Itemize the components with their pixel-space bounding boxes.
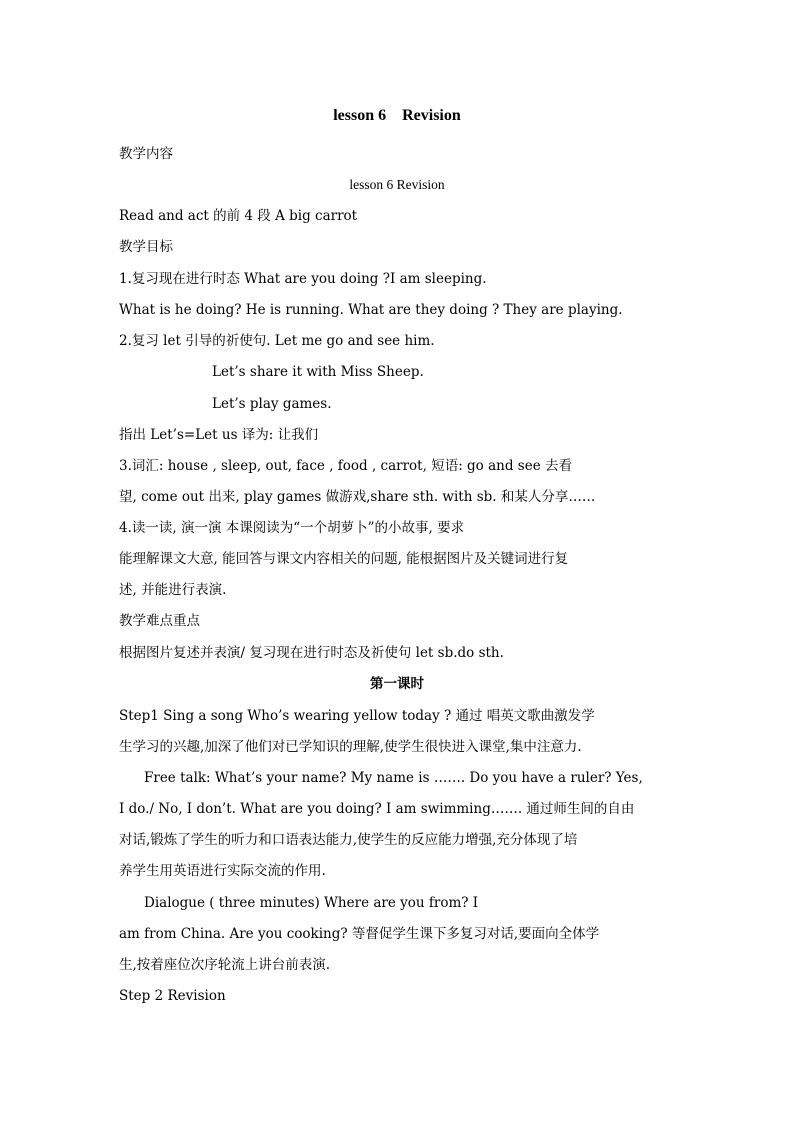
heading-step-2: Step 2 Revision [119, 988, 226, 1004]
heading-first-lesson: 第一课时 [370, 676, 424, 692]
text-line: 望, come out 出来, play games 做游戏,share sth. with sb. 和某人分享…… [119, 489, 596, 505]
text-line: 2.复习 let 引导的祈使句. Let me go and see him. [119, 333, 435, 349]
text-line: Free talk: What’s your name? My name is ……. Do you have a ruler? Yes, [144, 770, 643, 786]
text-line: 生,按着座位次序轮流上讲台前表演. [119, 957, 331, 973]
text-line: 述, 并能进行表演. [119, 582, 227, 598]
text-line: 对话,锻炼了学生的听力和口语表达能力,使学生的反应能力增强,充分体现了培 [119, 832, 578, 848]
text-line: 生学习的兴趣,加深了他们对已学知识的理解,使学生很快进入课堂,集中注意力. [119, 739, 582, 755]
text-line: Let’s play games. [212, 396, 332, 412]
text-line: What is he doing? He is running. What are they doing ? They are playing. [119, 302, 623, 318]
text-line: Read and act 的前 4 段 A big carrot [119, 208, 358, 224]
text-line: 1.复习现在进行时态 What are you doing ?I am sleeping. [119, 271, 487, 287]
text-line: 根据图片复述并表演/ 复习现在进行时态及祈使句 let sb.do sth. [119, 645, 504, 661]
document-title: lesson 6 Revision [333, 107, 461, 124]
text-line: 能理解课文大意, 能回答与课文内容相关的问题, 能根据图片及关键词进行复 [119, 551, 569, 567]
text-line: Dialogue ( three minutes) Where are you from? I [144, 895, 479, 911]
text-line: 4.读一读, 演一演 本课阅读为“一个胡萝卜”的小故事, 要求 [119, 520, 465, 536]
text-line: Step1 Sing a song Who’s wearing yellow today ? 通过 唱英文歌曲激发学 [119, 708, 595, 724]
heading-teaching-content: 教学内容 [119, 146, 173, 162]
text-line: 指出 Let’s=Let us 译为: 让我们 [119, 427, 319, 443]
text-line: am from China. Are you cooking? 等督促学生课下多复习对话,要面向全体学 [119, 926, 600, 942]
text-line: Let’s share it with Miss Sheep. [212, 364, 424, 380]
text-line: 3.词汇: house , sleep, out, face , food , carrot, 短语: go and see 去看 [119, 458, 572, 474]
text-line: I do./ No, I don’t. What are you doing? I am swimming……. 通过师生间的自由 [119, 801, 635, 817]
heading-teaching-goals: 教学目标 [119, 239, 173, 255]
lesson-subtitle: lesson 6 Revision [349, 177, 445, 192]
heading-key-points: 教学难点重点 [119, 613, 200, 629]
text-line: 养学生用英语进行实际交流的作用. [119, 863, 326, 879]
